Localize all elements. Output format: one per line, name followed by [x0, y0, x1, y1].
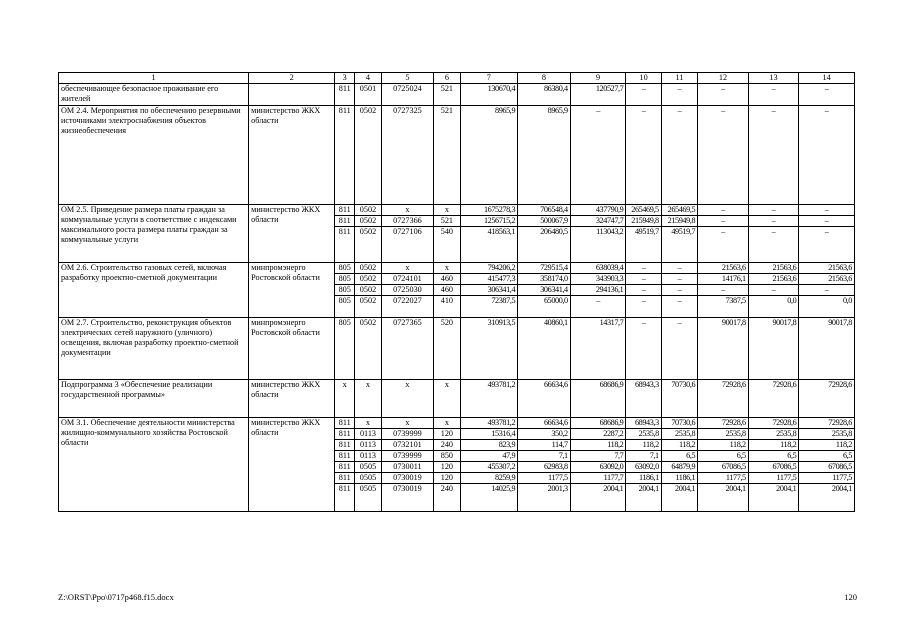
- amount-cell: 86380,4: [518, 84, 571, 106]
- amount-cell: 70730,6: [661, 418, 697, 429]
- amount-cell: 113043,2: [570, 227, 626, 263]
- amount-cell: –: [698, 227, 749, 263]
- amount-cell: 2004,1: [570, 484, 626, 512]
- amount-cell: 306341,4: [518, 285, 571, 296]
- amount-cell: –: [748, 205, 799, 216]
- budget-code-cell: 521: [434, 216, 460, 227]
- column-number: 2: [249, 73, 335, 84]
- budget-code-cell: 0727365: [381, 318, 434, 380]
- amount-cell: 1186,1: [661, 473, 697, 484]
- amount-cell: 2535,8: [661, 429, 697, 440]
- budget-code-cell: 0502: [355, 274, 381, 285]
- budget-code-cell: 811: [335, 440, 355, 451]
- budget-code-cell: х: [434, 418, 460, 429]
- budget-code-cell: 460: [434, 285, 460, 296]
- amount-cell: 206480,5: [518, 227, 571, 263]
- budget-code-cell: 811: [335, 429, 355, 440]
- budget-code-cell: 520: [434, 318, 460, 380]
- column-number: 6: [434, 73, 460, 84]
- column-number: 1: [59, 73, 249, 84]
- amount-cell: 455307,2: [460, 462, 518, 473]
- amount-cell: –: [799, 285, 855, 296]
- budget-code-cell: х: [434, 263, 460, 274]
- amount-cell: 90017,8: [799, 318, 855, 380]
- budget-code-cell: 120: [434, 429, 460, 440]
- activity-name: ОМ 2.7. Строительство, реконструкция объектов электрических сетей наружного (уличного) освещения, включая разработку проектно-сметной документации: [59, 318, 249, 380]
- amount-cell: –: [626, 106, 661, 205]
- budget-code-cell: 811: [335, 473, 355, 484]
- amount-cell: 90017,8: [748, 318, 799, 380]
- amount-cell: 90017,8: [698, 318, 749, 380]
- amount-cell: 14025,9: [460, 484, 518, 512]
- budget-code-cell: 0725030: [381, 285, 434, 296]
- amount-cell: 21563,6: [799, 274, 855, 285]
- amount-cell: –: [661, 285, 697, 296]
- budget-code-cell: 0502: [355, 318, 381, 380]
- budget-code-cell: 0113: [355, 451, 381, 462]
- budget-code-cell: х: [381, 380, 434, 418]
- amount-cell: 2535,8: [799, 429, 855, 440]
- amount-cell: 265469,5: [626, 205, 661, 216]
- amount-cell: –: [799, 216, 855, 227]
- amount-cell: 7387,5: [698, 296, 749, 318]
- amount-cell: 343903,3: [570, 274, 626, 285]
- budget-code-cell: 0739999: [381, 429, 434, 440]
- amount-cell: 63092,0: [570, 462, 626, 473]
- column-number: 9: [570, 73, 626, 84]
- budget-code-cell: х: [335, 380, 355, 418]
- amount-cell: 72928,6: [698, 380, 749, 418]
- budget-code-cell: 805: [335, 285, 355, 296]
- amount-cell: 49519,7: [661, 227, 697, 263]
- amount-cell: 0,0: [799, 296, 855, 318]
- budget-code-cell: 0113: [355, 440, 381, 451]
- budget-code-cell: 0725024: [381, 84, 434, 106]
- budget-code-cell: 521: [434, 84, 460, 106]
- budget-code-cell: 0730019: [381, 473, 434, 484]
- amount-cell: –: [661, 106, 697, 205]
- budget-code-cell: 0505: [355, 462, 381, 473]
- amount-cell: 2004,1: [626, 484, 661, 512]
- amount-cell: 114,7: [518, 440, 571, 451]
- column-number: 14: [799, 73, 855, 84]
- column-number: 10: [626, 73, 661, 84]
- amount-cell: 358174,0: [518, 274, 571, 285]
- budget-code-cell: х: [355, 380, 381, 418]
- amount-cell: 265469,5: [661, 205, 697, 216]
- activity-name: ОМ 2.6. Строительство газовых сетей, включая разработку проектно-сметной документации: [59, 263, 249, 318]
- amount-cell: 706548,4: [518, 205, 571, 216]
- column-number: 5: [381, 73, 434, 84]
- activity-name: Подпрограмма 3 «Обеспечение реализации государственной программы»: [59, 380, 249, 418]
- budget-code-cell: 240: [434, 484, 460, 512]
- budget-code-cell: 805: [335, 296, 355, 318]
- amount-cell: 2535,8: [698, 429, 749, 440]
- amount-cell: 2287,2: [570, 429, 626, 440]
- amount-cell: 63092,0: [626, 462, 661, 473]
- amount-cell: 6,5: [698, 451, 749, 462]
- budget-code-cell: 0113: [355, 429, 381, 440]
- responsible-executor: министерство ЖКХ области: [249, 418, 335, 512]
- amount-cell: –: [748, 216, 799, 227]
- amount-cell: 215949,8: [626, 216, 661, 227]
- activity-name: ОМ 3.1. Обеспечение деятельности министерства жилищно-коммунального хозяйства Ростовской области: [59, 418, 249, 512]
- amount-cell: –: [799, 84, 855, 106]
- amount-cell: 2535,8: [748, 429, 799, 440]
- budget-code-cell: 521: [434, 106, 460, 205]
- budget-code-cell: 0502: [355, 205, 381, 216]
- amount-cell: 1177,5: [748, 473, 799, 484]
- responsible-executor: министерство ЖКХ области: [249, 205, 335, 263]
- amount-cell: 6,5: [799, 451, 855, 462]
- amount-cell: 0,0: [748, 296, 799, 318]
- column-number-row: [59, 73, 855, 84]
- budget-code-cell: 0505: [355, 473, 381, 484]
- amount-cell: 1177,5: [698, 473, 749, 484]
- amount-cell: –: [661, 296, 697, 318]
- amount-cell: 118,2: [626, 440, 661, 451]
- budget-code-cell: 811: [335, 462, 355, 473]
- table-row: [59, 106, 855, 205]
- amount-cell: –: [698, 84, 749, 106]
- table-row: [59, 205, 855, 216]
- amount-cell: –: [626, 263, 661, 274]
- budget-code-cell: 0502: [355, 227, 381, 263]
- budget-table: [58, 72, 855, 512]
- column-number: 3: [335, 73, 355, 84]
- amount-cell: 21563,6: [799, 263, 855, 274]
- column-number: 13: [748, 73, 799, 84]
- amount-cell: 67086,5: [748, 462, 799, 473]
- table-row: [59, 318, 855, 380]
- budget-code-cell: 811: [335, 216, 355, 227]
- amount-cell: 68686,9: [570, 418, 626, 429]
- amount-cell: –: [748, 106, 799, 205]
- table-row: [59, 418, 855, 429]
- amount-cell: 118,2: [661, 440, 697, 451]
- budget-code-cell: 805: [335, 263, 355, 274]
- responsible-executor: министерство ЖКХ области: [249, 106, 335, 205]
- amount-cell: –: [799, 227, 855, 263]
- amount-cell: 118,2: [799, 440, 855, 451]
- amount-cell: 67086,5: [698, 462, 749, 473]
- amount-cell: 14176,1: [698, 274, 749, 285]
- budget-code-cell: 0502: [355, 216, 381, 227]
- page-number: 120: [844, 592, 857, 602]
- budget-code-cell: 0502: [355, 285, 381, 296]
- amount-cell: –: [661, 274, 697, 285]
- budget-code-cell: 0502: [355, 263, 381, 274]
- table-row: [59, 263, 855, 274]
- amount-cell: 21563,6: [748, 263, 799, 274]
- responsible-executor: минпромэнерго Ростовской области: [249, 318, 335, 380]
- budget-code-cell: 0727325: [381, 106, 434, 205]
- amount-cell: 130670,4: [460, 84, 518, 106]
- amount-cell: 66634,6: [518, 418, 571, 429]
- budget-code-cell: 0724101: [381, 274, 434, 285]
- amount-cell: –: [570, 106, 626, 205]
- amount-cell: 66634,6: [518, 380, 571, 418]
- amount-cell: 68943,3: [626, 418, 661, 429]
- amount-cell: 1186,1: [626, 473, 661, 484]
- amount-cell: 794206,2: [460, 263, 518, 274]
- budget-code-cell: 811: [335, 227, 355, 263]
- amount-cell: –: [698, 205, 749, 216]
- amount-cell: 638039,4: [570, 263, 626, 274]
- amount-cell: –: [748, 227, 799, 263]
- amount-cell: 215949,8: [661, 216, 697, 227]
- amount-cell: 823,9: [460, 440, 518, 451]
- budget-code-cell: 0739999: [381, 451, 434, 462]
- amount-cell: 21563,6: [698, 263, 749, 274]
- budget-code-cell: х: [381, 205, 434, 216]
- amount-cell: 40860,1: [518, 318, 571, 380]
- amount-cell: 306341,4: [460, 285, 518, 296]
- amount-cell: 6,5: [748, 451, 799, 462]
- amount-cell: 418563,1: [460, 227, 518, 263]
- budget-code-cell: 0730011: [381, 462, 434, 473]
- amount-cell: 324747,7: [570, 216, 626, 227]
- amount-cell: 70730,6: [661, 380, 697, 418]
- amount-cell: 437790,9: [570, 205, 626, 216]
- amount-cell: 1177,5: [799, 473, 855, 484]
- amount-cell: –: [626, 318, 661, 380]
- footer-file-path: Z:\ORST\Ppo\0717p468.f15.docx: [58, 592, 174, 602]
- amount-cell: –: [799, 106, 855, 205]
- activity-name: ОМ 2.4. Мероприятия по обеспечению резервными источниками электроснабжения объектов жизнеобеспечения: [59, 106, 249, 205]
- amount-cell: 67086,5: [799, 462, 855, 473]
- responsible-executor: министерство ЖКХ области: [249, 380, 335, 418]
- amount-cell: 2001,3: [518, 484, 571, 512]
- amount-cell: 2004,1: [748, 484, 799, 512]
- column-number: 7: [460, 73, 518, 84]
- activity-name: обеспечивающее безопасное проживание его жителей: [59, 84, 249, 106]
- amount-cell: –: [661, 318, 697, 380]
- budget-code-cell: х: [434, 205, 460, 216]
- amount-cell: 72928,6: [799, 380, 855, 418]
- amount-cell: 415477,3: [460, 274, 518, 285]
- amount-cell: –: [698, 216, 749, 227]
- budget-code-cell: 0727106: [381, 227, 434, 263]
- amount-cell: 14317,7: [570, 318, 626, 380]
- column-number: 4: [355, 73, 381, 84]
- amount-cell: –: [626, 296, 661, 318]
- budget-code-cell: 0501: [355, 84, 381, 106]
- amount-cell: 493781,2: [460, 380, 518, 418]
- amount-cell: 2004,1: [661, 484, 697, 512]
- amount-cell: 1177,5: [518, 473, 571, 484]
- amount-cell: 72928,6: [698, 418, 749, 429]
- amount-cell: 68686,9: [570, 380, 626, 418]
- amount-cell: –: [748, 285, 799, 296]
- amount-cell: –: [626, 274, 661, 285]
- amount-cell: 493781,2: [460, 418, 518, 429]
- amount-cell: 1177,7: [570, 473, 626, 484]
- amount-cell: 15316,4: [460, 429, 518, 440]
- amount-cell: 2004,1: [799, 484, 855, 512]
- budget-code-cell: х: [434, 380, 460, 418]
- budget-code-cell: 850: [434, 451, 460, 462]
- amount-cell: 62983,8: [518, 462, 571, 473]
- budget-code-cell: 811: [335, 205, 355, 216]
- amount-cell: 47,9: [460, 451, 518, 462]
- amount-cell: 118,2: [748, 440, 799, 451]
- amount-cell: –: [799, 205, 855, 216]
- table-row: [59, 84, 855, 106]
- budget-code-cell: 0730019: [381, 484, 434, 512]
- budget-code-cell: 0732101: [381, 440, 434, 451]
- amount-cell: 500067,9: [518, 216, 571, 227]
- budget-code-cell: 410: [434, 296, 460, 318]
- column-number: 12: [698, 73, 749, 84]
- amount-cell: –: [748, 84, 799, 106]
- budget-code-cell: 540: [434, 227, 460, 263]
- budget-code-cell: 811: [335, 451, 355, 462]
- amount-cell: 1256715,2: [460, 216, 518, 227]
- budget-code-cell: 811: [335, 84, 355, 106]
- activity-name: ОМ 2.5. Приведение размера платы граждан за коммунальные услуги в соответствие с индексами максимального роста размера платы граждан за коммунальные услуги: [59, 205, 249, 263]
- budget-code-cell: 0727366: [381, 216, 434, 227]
- amount-cell: –: [626, 285, 661, 296]
- amount-cell: 64879,9: [661, 462, 697, 473]
- column-number: 11: [661, 73, 697, 84]
- amount-cell: 7,1: [518, 451, 571, 462]
- amount-cell: 118,2: [698, 440, 749, 451]
- amount-cell: 8965,9: [460, 106, 518, 205]
- budget-code-cell: 811: [335, 106, 355, 205]
- amount-cell: –: [698, 106, 749, 205]
- amount-cell: 72387,5: [460, 296, 518, 318]
- amount-cell: 68943,3: [626, 380, 661, 418]
- amount-cell: 8259,9: [460, 473, 518, 484]
- amount-cell: –: [661, 84, 697, 106]
- responsible-executor: [249, 84, 335, 106]
- budget-code-cell: 0722027: [381, 296, 434, 318]
- budget-code-cell: 811: [335, 418, 355, 429]
- amount-cell: 49519,7: [626, 227, 661, 263]
- amount-cell: –: [661, 263, 697, 274]
- amount-cell: 294136,1: [570, 285, 626, 296]
- amount-cell: 72928,6: [799, 418, 855, 429]
- amount-cell: 65000,0: [518, 296, 571, 318]
- budget-code-cell: 0502: [355, 296, 381, 318]
- budget-code-cell: х: [381, 263, 434, 274]
- amount-cell: 72928,6: [748, 418, 799, 429]
- amount-cell: –: [626, 84, 661, 106]
- amount-cell: –: [698, 285, 749, 296]
- amount-cell: 2004,1: [698, 484, 749, 512]
- budget-code-cell: х: [355, 418, 381, 429]
- budget-code-cell: 240: [434, 440, 460, 451]
- amount-cell: 72928,6: [748, 380, 799, 418]
- budget-code-cell: 805: [335, 274, 355, 285]
- amount-cell: 1675278,3: [460, 205, 518, 216]
- amount-cell: 120527,7: [570, 84, 626, 106]
- budget-code-cell: 0505: [355, 484, 381, 512]
- amount-cell: 7,1: [626, 451, 661, 462]
- amount-cell: –: [570, 296, 626, 318]
- table-row: [59, 380, 855, 418]
- budget-code-cell: 805: [335, 318, 355, 380]
- amount-cell: 2535,8: [626, 429, 661, 440]
- amount-cell: 310913,5: [460, 318, 518, 380]
- budget-code-cell: х: [381, 418, 434, 429]
- budget-code-cell: 460: [434, 274, 460, 285]
- amount-cell: 118,2: [570, 440, 626, 451]
- budget-code-cell: 0502: [355, 106, 381, 205]
- budget-code-cell: 811: [335, 484, 355, 512]
- amount-cell: 6,5: [661, 451, 697, 462]
- budget-code-cell: 120: [434, 473, 460, 484]
- amount-cell: 8965,9: [518, 106, 571, 205]
- budget-code-cell: 120: [434, 462, 460, 473]
- amount-cell: 350,2: [518, 429, 571, 440]
- responsible-executor: минпромэнерго Ростовской области: [249, 263, 335, 318]
- column-number: 8: [518, 73, 571, 84]
- amount-cell: 21563,6: [748, 274, 799, 285]
- amount-cell: 7,7: [570, 451, 626, 462]
- amount-cell: 729515,4: [518, 263, 571, 274]
